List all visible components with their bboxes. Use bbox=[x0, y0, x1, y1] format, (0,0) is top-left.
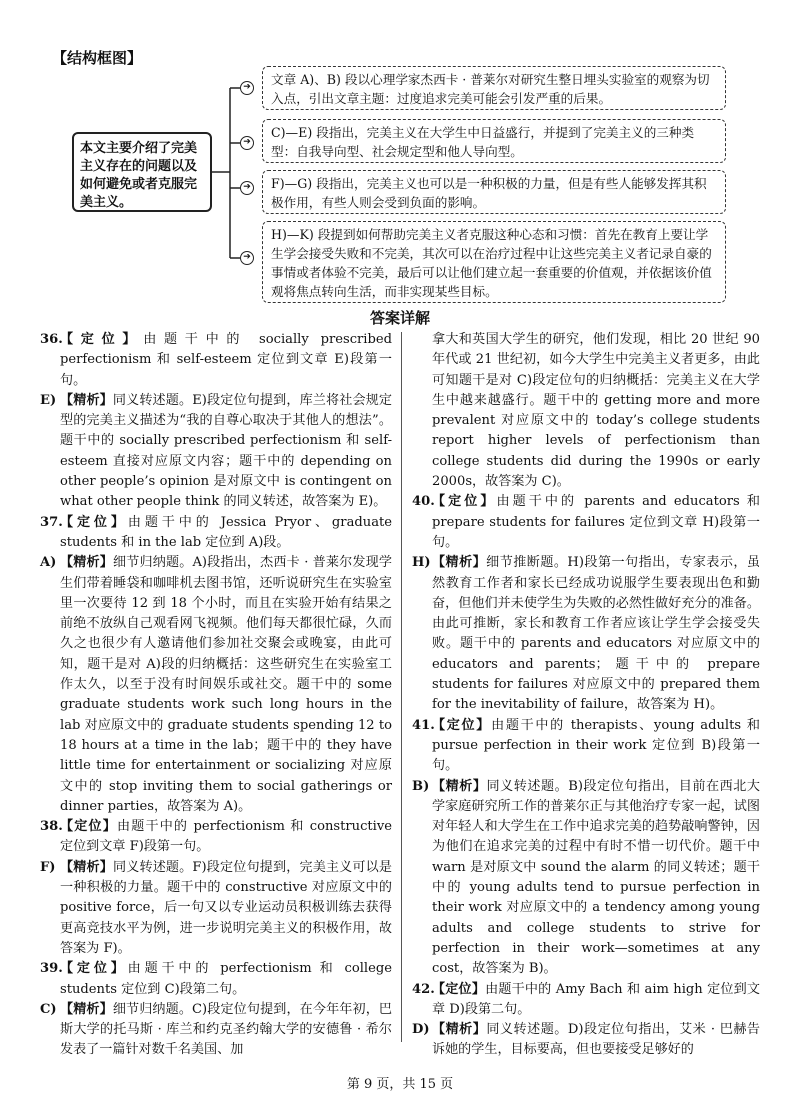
answers-title: 答案详解 bbox=[369, 309, 430, 327]
entry-text: 由题干中的 Jessica Pryor、graduate students 和 in the lab 定位到 A)段。 bbox=[60, 514, 393, 550]
entry-tag: 【定位】 bbox=[432, 494, 497, 510]
answer-entry bbox=[40, 330, 392, 391]
entry-tag: 【定位】 bbox=[432, 717, 492, 733]
entry-text: 同义转述题。E)段定位句提到，库兰将社会规定型的完美主义描述为“我的自尊心取决于其他人的想法”。题干中的 socially prescribed perfectionism 和 self-esteem 直接对应原文内容；题干中的 depending on other people’s opinion 是对原文中 is contingent on what other people think 的同义转述，故答案为 E)。 bbox=[60, 392, 392, 510]
entry-tag: 【定位】 bbox=[60, 819, 117, 835]
structure-connector bbox=[210, 80, 270, 270]
entry-label: 38. bbox=[40, 819, 63, 835]
entry-tag: 【精析】 bbox=[60, 392, 113, 408]
entry-label: C) bbox=[40, 1001, 57, 1017]
entry-tag: 【定位】 bbox=[60, 332, 144, 347]
branch-box: 文章 A)、B) 段以心理学家杰西卡 · 普莱尔对研究生整日埋头实验室的观察为切入点，引出文章主题：过度追求完美可能会引发严重的后果。 bbox=[262, 66, 726, 110]
branch-box: C)—E) 段指出，完美主义在大学生中日益盛行，并提到了完美主义的三种类型：自我导向型、社会规定型和他人导向型。 bbox=[262, 119, 726, 163]
entry-label: F) bbox=[40, 859, 56, 875]
answer-entry bbox=[412, 777, 760, 980]
entry-label: A) bbox=[40, 555, 57, 571]
answer-entry bbox=[412, 980, 760, 1021]
entry-text: 由题干中的 Amy Bach 和 aim high 定位到文章 D)段第二句。 bbox=[432, 981, 760, 1017]
entry-text: 细节归纳题。A)段指出，杰西卡 · 普莱尔发现学生们带着睡袋和咖啡机去图书馆，还听说研究生在实验室里一次要待 12 到 18 个小时，而且在实验开始有结果之前绝不放纵自己观看网飞视频。他们每天都很忙碌，久而久之也很少有人邀请他们参加社交聚会或晚宴，由此可知，题干是对 A)段的归纳概括：这些研究生在实验室工作太久，以至于没有时间娱乐或社交。题干中的 some graduate students work such long hours in the lab 对应原文中的 graduate students spending 12 to 18 hours at a time in the lab；题干中的 they have little time for entertainment or socializing 对应原文中的 stop inviting them to social gatherings or dinner parties，故答案为 A)。 bbox=[60, 555, 392, 814]
entry-label: 36. bbox=[40, 332, 63, 347]
answer-entry bbox=[40, 553, 392, 817]
entry-label: 40. bbox=[412, 494, 435, 510]
answer-entry bbox=[40, 959, 392, 1000]
answer-entry bbox=[40, 817, 392, 858]
entry-text: 细节归纳题。C)段定位句提到，在今年年初，巴斯大学的托马斯 · 库兰和约克圣约翰大学的安德鲁 · 希尔发表了一篇针对数千名美国、加 bbox=[60, 1001, 392, 1058]
page-footer: 第 9 页，共 15 页 bbox=[346, 1077, 454, 1092]
entry-text: 由题干中的 parents and educators 和 prepare students for failures 定位到文章 H)段第一句。 bbox=[432, 494, 760, 550]
answer-entry bbox=[412, 716, 760, 777]
entry-text: 由题干中的 socially prescribed perfectionism 和 self-esteem 定位到文章 E)段第一句。 bbox=[60, 332, 392, 388]
entry-tag: 【精析】 bbox=[432, 555, 487, 571]
answer-entry bbox=[412, 492, 760, 553]
entry-label: 42. bbox=[412, 981, 435, 997]
entry-label: H) bbox=[412, 555, 431, 571]
answer-entry bbox=[40, 858, 392, 959]
entry-label: 37. bbox=[40, 514, 63, 530]
entry-tag: 【精析】 bbox=[60, 859, 113, 875]
entry-tag: 【定位】 bbox=[60, 961, 128, 977]
entry-tag: 【精析】 bbox=[432, 778, 487, 794]
entry-label: E) bbox=[40, 392, 57, 408]
entry-text: 由题干中的 therapists、young adults 和 pursue perfection in their work 定位到 B)段第一句。 bbox=[432, 717, 760, 774]
column-divider bbox=[401, 332, 402, 1042]
arrow-circle-icon: ➔ bbox=[240, 251, 254, 265]
entry-label: D) bbox=[412, 1022, 430, 1038]
branch-box: H)—K) 段提到如何帮助完美主义者克服这种心态和习惯：首先在教育上要让学生学会接受失败和不完美，其次可以在治疗过程中让这些完美主义者记录自豪的事情或者体验不完美，最后可以让他们建立起一套重要的价值观，并依据该价值观将焦点转向生活，而非实现某些目标。 bbox=[262, 221, 726, 303]
entry-text: 同义转述题。B)段定位句指出，目前在西北大学家庭研究所工作的普莱尔正与其他治疗专家一起，试图对年轻人和大学生在工作中追求完美的趋势敲响警钟，因为他们在追求完美的过程中有时不惜一切代价。题干中 warn 是对原文中 sound the alarm 的同义转述；题干中的 young adults tend to pursue perfection in their work 对应原文中的 a tendency among young adults and college students to strive for perfection in their work—sometimes at any cost，故答案为 B)。 bbox=[432, 778, 760, 977]
entry-text: 细节推断题。H)段第一句指出，专家表示，虽然教育工作者和家长已经成功说服学生要表现出色和勤奋，但他们并未使学生为失败的必然性做好充分的准备。由此可推断，家长和教育工作者应该让学生学会接受失败。题干中的 parents and educators 对应原文中的 educators and parents；题干中的 prepare students for failures 对应原文中的 prepared them for the inevitability of failure，故答案为 H)。 bbox=[432, 555, 760, 713]
entry-label: 39. bbox=[40, 961, 63, 977]
entry-label: B) bbox=[412, 778, 430, 794]
entry-text: 由题干中的 perfectionism 和 college students 定位到 C)段第二句。 bbox=[60, 961, 392, 997]
entry-text: 同义转述题。D)段定位句指出，艾米 · 巴赫告诉她的学生，目标要高，但也要接受足够好的 bbox=[432, 1022, 761, 1058]
entry-tag: 【定位】 bbox=[60, 514, 128, 530]
entry-tag: 【精析】 bbox=[60, 555, 113, 571]
arrow-circle-icon: ➔ bbox=[240, 136, 254, 150]
answer-entry bbox=[412, 1020, 760, 1061]
entry-text: 由题干中的 perfectionism 和 constructive 定位到文章 F)段第一句。 bbox=[60, 819, 392, 855]
arrow-circle-icon: ➔ bbox=[240, 81, 254, 95]
structure-title: 【结构框图】 bbox=[52, 49, 143, 67]
right-column bbox=[412, 330, 760, 1061]
answer-entry bbox=[40, 1000, 392, 1061]
entry-label: 41. bbox=[412, 717, 435, 733]
continued-text: 拿大和英国大学生的研究，他们发现，相比 20 世纪 90 年代或 21 世纪初，如今大学生中完美主义者更多，由此可知题干是对 C)段定位句的归纳概括：完美主义在大学生中越来越盛行。题干中的 getting more and more prevalent 对应原文中的 today’s college students report higher levels of perfectionism than college students did during the 1990s or early 2000s，故答案为 C)。 bbox=[432, 332, 760, 490]
main-summary-box: 本文主要介绍了完美主义存在的问题以及如何避免或者克服完美主义。 bbox=[72, 132, 212, 212]
entry-tag: 【定位】 bbox=[432, 981, 486, 997]
answer-entry bbox=[40, 391, 392, 513]
entry-tag: 【精析】 bbox=[60, 1001, 113, 1017]
answer-entry bbox=[412, 553, 760, 715]
entry-tag: 【精析】 bbox=[432, 1022, 487, 1038]
branch-box: F)—G) 段指出，完美主义也可以是一种积极的力量，但是有些人能够发挥其积极作用，有些人则会受到负面的影响。 bbox=[262, 170, 726, 214]
arrow-circle-icon: ➔ bbox=[240, 181, 254, 195]
left-column bbox=[40, 330, 392, 1061]
answer-entry bbox=[40, 513, 392, 554]
entry-text: 同义转述题。F)段定位句提到，完美主义可以是一种积极的力量。题干中的 constructive 对应原文中的 positive force，后一句又以专业运动员积极训练去获得更高竞技水平为例，进一步说明完美主义的积极作用，故答案为 F)。 bbox=[60, 859, 392, 956]
